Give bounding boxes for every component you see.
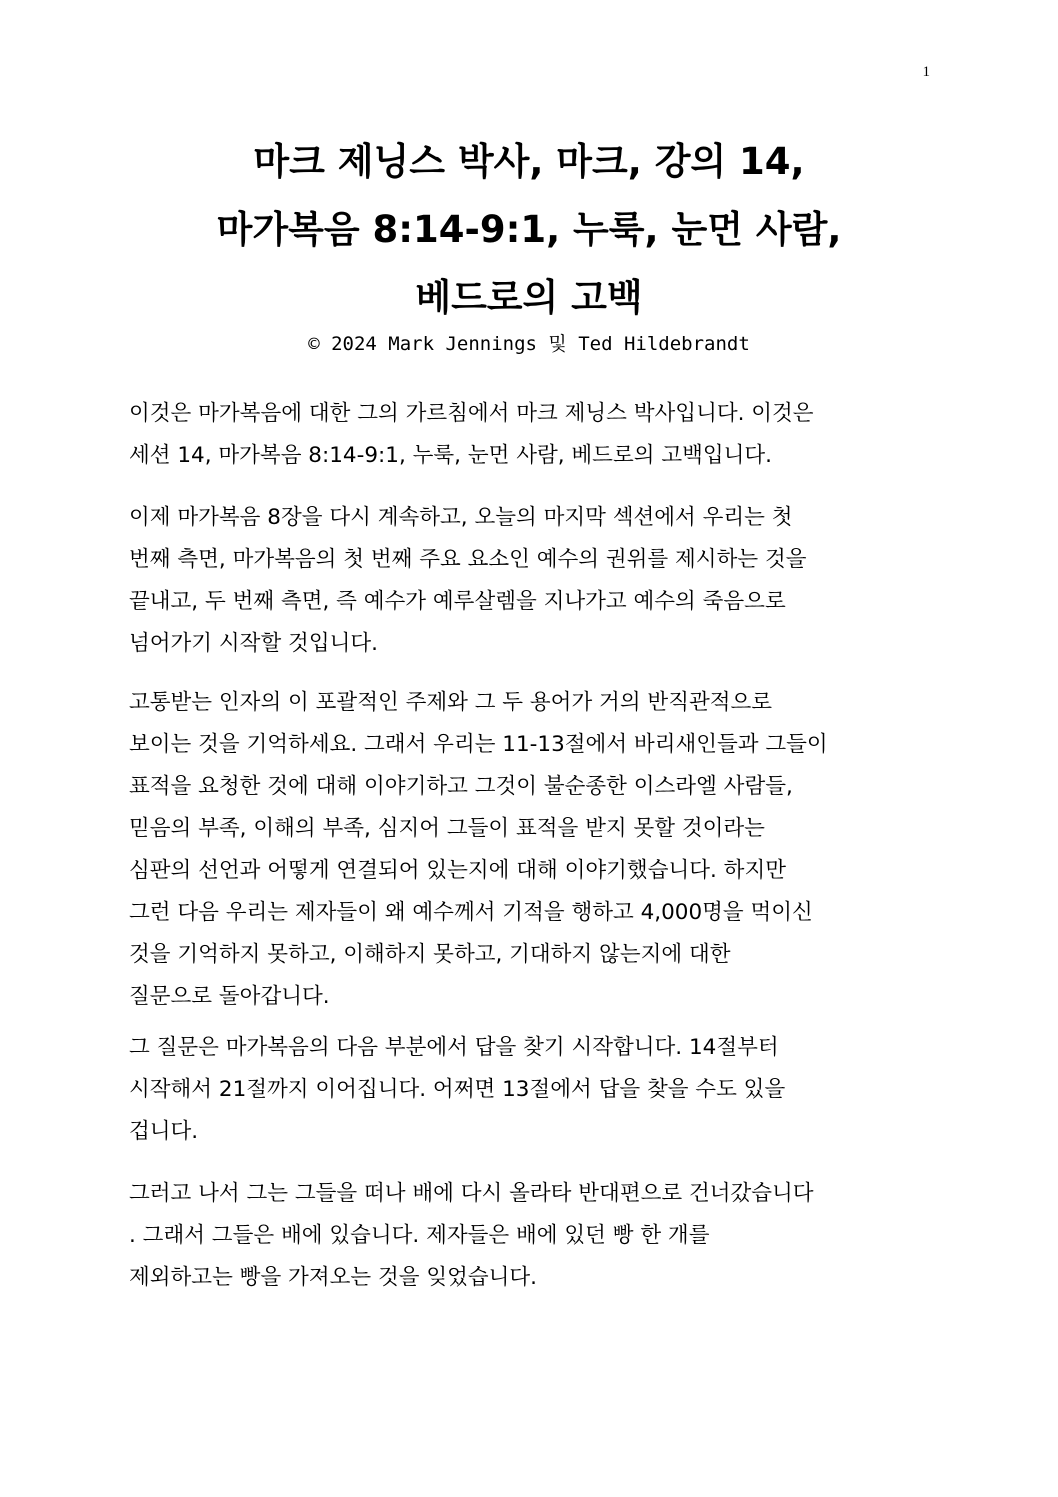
paragraph-line: 표적을 요청한 것에 대해 이야기하고 그것이 불순종한 이스라엘 사람들, [129,774,793,799]
paragraph-line: 것을 기억하지 못하고, 이해하지 못하고, 기대하지 않는지에 대한 [129,942,731,967]
paragraph-line: 고통받는 인자의 이 포괄적인 주제와 그 두 용어가 거의 반직관적으로 [129,690,773,715]
paragraph-line: 심판의 선언과 어떻게 연결되어 있는지에 대해 이야기했습니다. 하지만 [129,858,786,883]
paragraph-line: 제외하고는 빵을 가져오는 것을 잊었습니다. [129,1265,538,1290]
paragraph-line: . 그래서 그들은 배에 있습니다. 제자들은 배에 있던 빵 한 개를 [129,1223,710,1248]
paragraph-line: 보이는 것을 기억하세요. 그래서 우리는 11-13절에서 바리새인들과 그들이 [129,732,828,757]
paragraph-line: 넘어가기 시작할 것입니다. [129,631,378,656]
paragraph-5 [129,1173,939,1299]
paragraph-line: 그러고 나서 그는 그들을 떠나 배에 다시 올라타 반대편으로 건너갔습니다 [129,1181,814,1206]
paragraph-line: 끝내고, 두 번째 측면, 즉 예수가 예루살렘을 지나가고 예수의 죽음으로 [129,589,786,614]
paragraph-1 [129,393,939,477]
paragraph-4 [129,1027,939,1153]
paragraph-2 [129,497,939,665]
copyright-notice: © 2024 Mark Jennings 및 Ted Hildebrandt [308,333,750,355]
title-line-1: 마크 제닝스 박사, 마크, 강의 14, [253,140,805,183]
paragraph-line: 겁니다. [129,1119,199,1144]
paragraph-line: 번째 측면, 마가복음의 첫 번째 주요 요소인 예수의 권위를 제시하는 것을 [129,547,807,572]
paragraph-line: 그런 다음 우리는 제자들이 왜 예수께서 기적을 행하고 4,000명을 먹이신 [129,900,813,925]
title-line-3: 베드로의 고백 [415,276,643,319]
paragraph-line: 시작해서 21절까지 이어집니다. 어쩌면 13절에서 답을 찾을 수도 있을 [129,1077,786,1102]
paragraph-line: 질문으로 돌아갑니다. [129,984,330,1009]
paragraph-line: 믿음의 부족, 이해의 부족, 심지어 그들이 표적을 받지 못할 것이라는 [129,816,765,841]
paragraph-line: 이제 마가복음 8장을 다시 계속하고, 오늘의 마지막 섹션에서 우리는 첫 [129,505,793,530]
paragraph-3 [129,682,939,1018]
page-number: 1 [922,64,930,80]
paragraph-line: 이것은 마가복음에 대한 그의 가르침에서 마크 제닝스 박사입니다. 이것은 [129,401,814,426]
paragraph-line: 세션 14, 마가복음 8:14-9:1, 누룩, 눈먼 사람, 베드로의 고백입니다. [129,443,772,468]
paragraph-line: 그 질문은 마가복음의 다음 부분에서 답을 찾기 시작합니다. 14절부터 [129,1035,779,1060]
title-line-2: 마가복음 8:14-9:1, 누룩, 눈먼 사람, [216,208,842,251]
document-title [100,128,958,332]
